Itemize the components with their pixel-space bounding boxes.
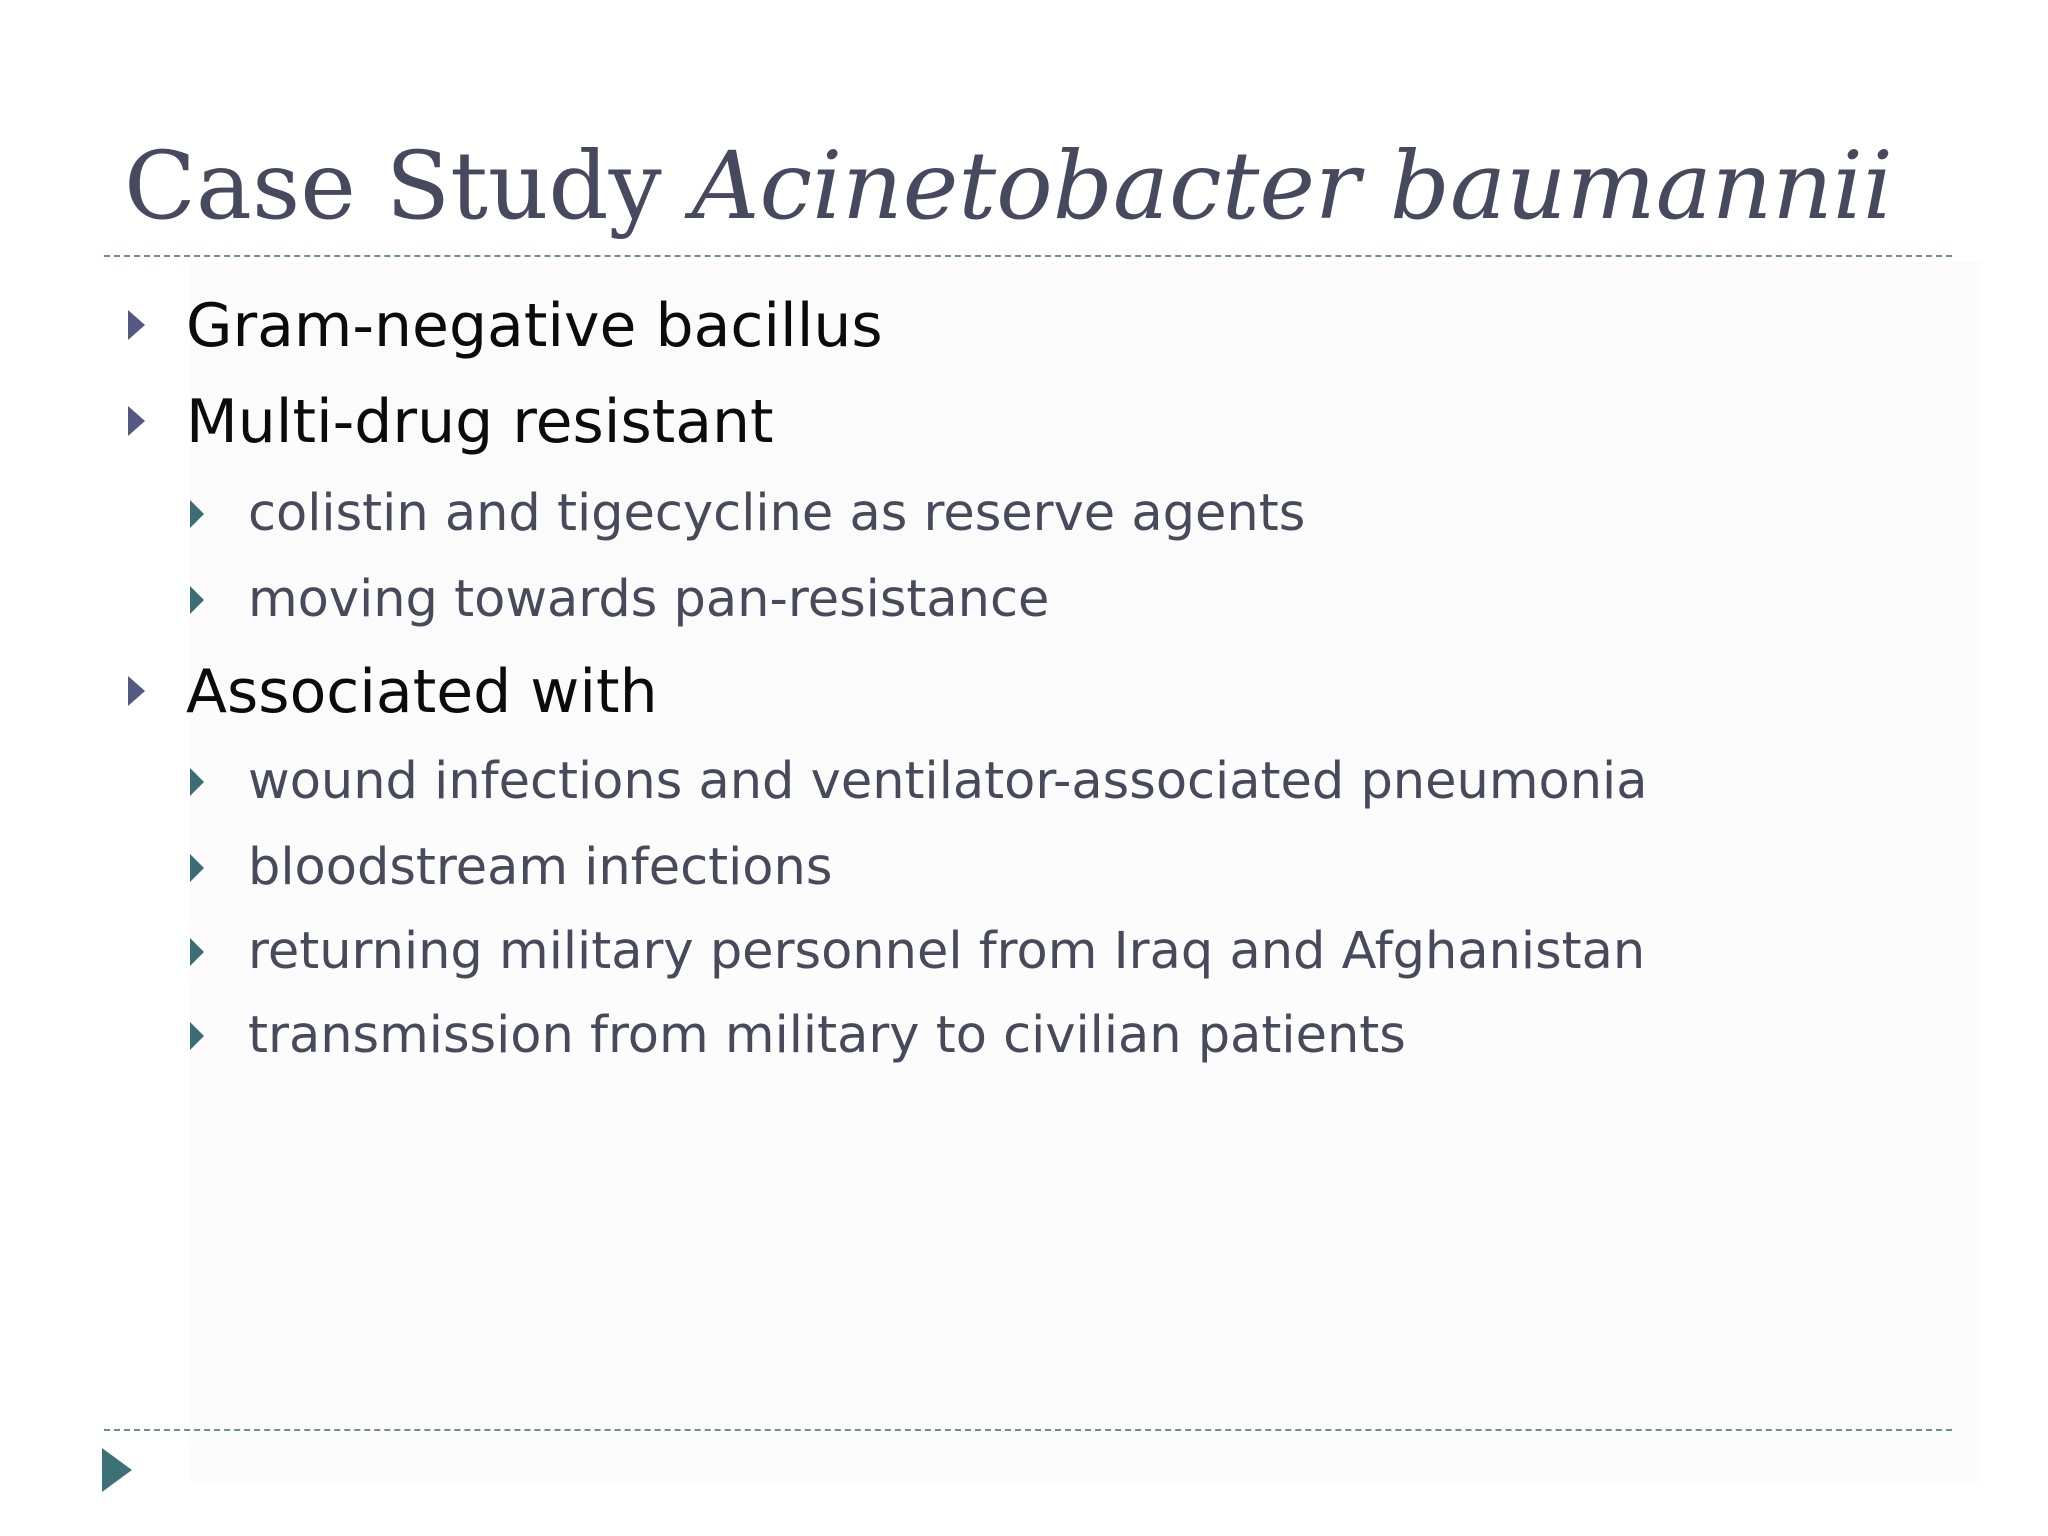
bullet-text: Associated with	[186, 657, 658, 727]
slide-title	[124, 132, 1893, 241]
title-plain: Case Study	[124, 132, 692, 241]
footer-divider	[104, 1429, 1952, 1431]
bullet-text: returning military personnel from Iraq and Afghanistan	[248, 922, 1646, 981]
bullet-triangle-icon	[128, 676, 145, 706]
bullet-triangle-icon	[128, 310, 145, 340]
sub-bullet-triangle-icon	[190, 854, 204, 882]
bullet-text: transmission from military to civilian patients	[248, 1006, 1406, 1065]
sub-bullet-triangle-icon	[190, 500, 204, 528]
bullet-text: colistin and tigecycline as reserve agents	[248, 484, 1306, 543]
bullet-text: wound infections and ventilator-associated pneumonia	[248, 752, 1648, 811]
play-arrow-icon	[102, 1448, 132, 1492]
bullet-triangle-icon	[128, 406, 145, 436]
title-divider	[104, 255, 1952, 257]
title-species: Acinetobacter baumannii	[691, 132, 1893, 241]
bullet-text: Gram-negative bacillus	[186, 291, 883, 361]
bullet-text: moving towards pan-resistance	[248, 570, 1050, 629]
sub-bullet-triangle-icon	[190, 586, 204, 614]
sub-bullet-triangle-icon	[190, 768, 204, 796]
sub-bullet-triangle-icon	[190, 1022, 204, 1050]
bullet-text: bloodstream infections	[248, 838, 833, 897]
sub-bullet-triangle-icon	[190, 938, 204, 966]
bullet-text: Multi-drug resistant	[186, 387, 774, 457]
